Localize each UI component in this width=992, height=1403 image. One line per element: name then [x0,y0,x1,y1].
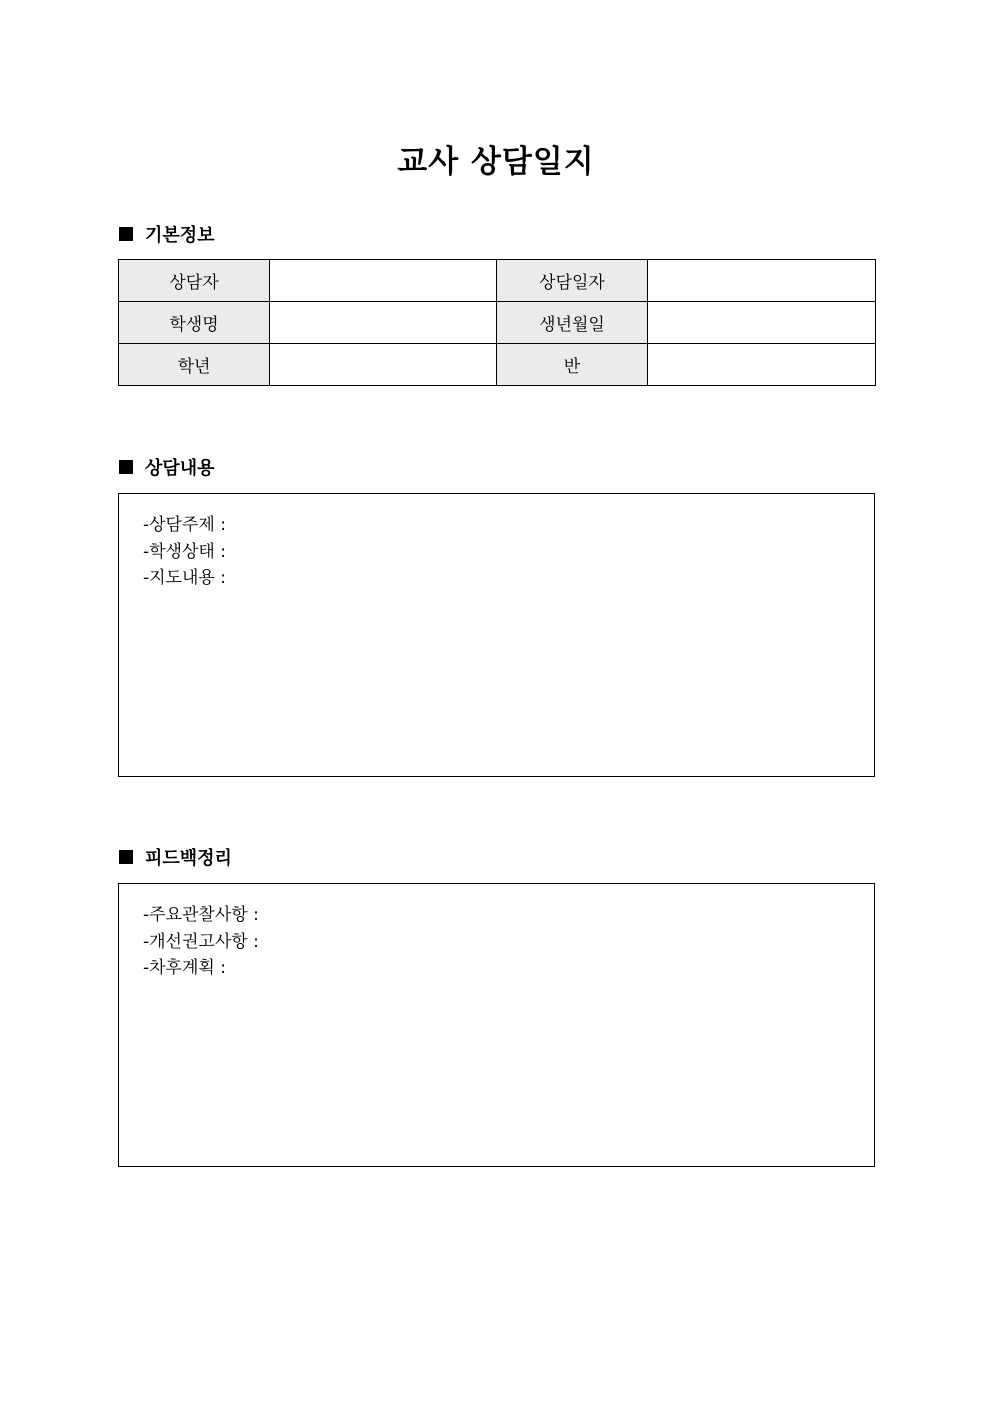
value-cell-student-name[interactable] [270,302,497,344]
basic-info-table [118,259,876,386]
label-cell-birthdate: 생년월일 [497,302,648,344]
value-cell-grade[interactable] [270,344,497,386]
student-status-line: -학생상태 : [143,541,226,562]
square-bullet-icon [119,850,133,864]
main-observations-line: -주요관찰사항 : [143,905,259,925]
follow-up-plan-line: -차후계획 : [143,958,226,978]
square-bullet-icon [119,460,133,474]
label-cell-counselor: 상담자 [119,260,270,302]
guidance-content-line: -지도내용 : [143,568,226,588]
table-row [119,302,876,344]
label-cell-grade: 학년 [119,344,270,386]
label-cell-counsel-date: 상담일자 [497,260,648,302]
table-row [119,344,876,386]
square-bullet-icon [119,227,133,241]
feedback-box[interactable] [118,883,875,1167]
section-heading-label: 상담내용 [145,458,215,479]
value-cell-counselor[interactable] [270,260,497,302]
section-heading-counsel-content [119,455,215,479]
document-title: 교사 상담일지 [397,144,595,180]
section-heading-label: 기본정보 [145,225,215,246]
counsel-content-box[interactable] [118,493,875,777]
table-row [119,260,876,302]
value-cell-birthdate[interactable] [648,302,876,344]
counsel-topic-line: -상담주제 : [143,515,226,535]
label-cell-class: 반 [497,344,648,386]
improvement-recommendations-line: -개선권고사항 : [143,931,259,952]
section-heading-label: 피드백정리 [145,848,232,869]
value-cell-class[interactable] [648,344,876,386]
label-cell-student-name: 학생명 [119,302,270,344]
section-heading-feedback [119,845,232,869]
section-heading-basic-info [119,222,215,246]
value-cell-counsel-date[interactable] [648,260,876,302]
